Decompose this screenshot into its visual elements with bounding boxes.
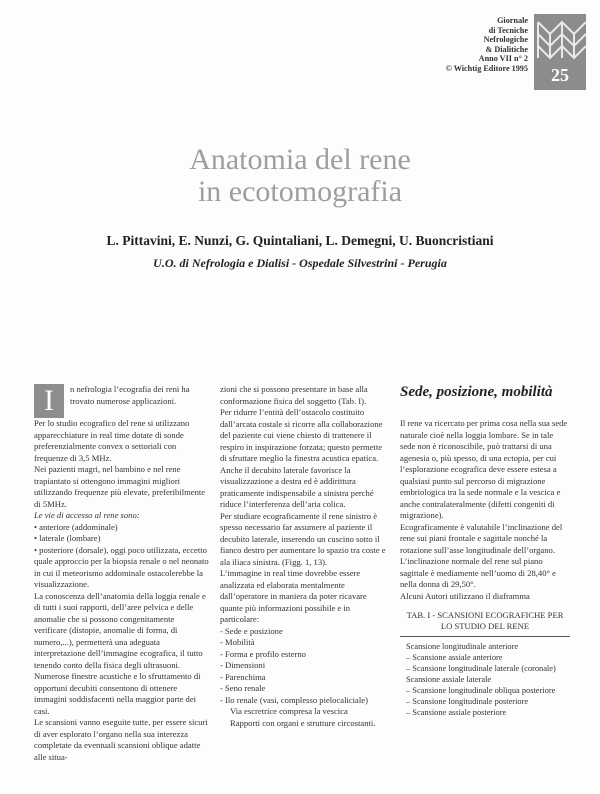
title-line-2: in ecotomografia [197,175,403,208]
paragraph: L’immagine in real time dovrebbe essere analizzata ed elaborata mentalmente dall’operatore in maniera da poter ricavare quante più informazioni possibile e in particolare: [220,568,367,624]
list-item: Rapporti con organi e strutture circostanti. [230,717,376,728]
page-number: 25 [551,65,569,85]
table-row: – Scansione longitudinale posteriore [406,697,529,706]
table-row: Scansione assiale laterale [406,675,492,684]
journal-line: Anno VII n° 2 [478,54,528,64]
table-row: Scansione longitudinale anteriore [406,642,519,651]
list-item: - Dimensioni [220,660,266,670]
list-item: - Parenchima [220,671,266,682]
list-item: - Mobilità [220,637,255,647]
article-title [0,144,600,208]
paragraph: Per studiare ecograficamente il rene sinistro è spesso necessario far assumere al paziente il decubito laterale, inserendo un cuscino sotto il fianco destro per aumentare lo spazio tra coste e ala iliaca sinistra. (Figg. 1, 13). [220,510,386,567]
title-line-1: Anatomia del rene [189,143,411,176]
paragraph: La conoscenza dell’anatomia della loggia renale e di tutti i suoi rapporti, dell’aree pelvica e delle anomalie che si possono congenitamente verificare (distopie, anomalie di forma, di numero,...), permetterà una adeguata interpretazione dell’immagine ecografica, il tutto tenendo conto della fisica degli ultrasuoni. [34,590,206,670]
paragraph: Per ridurre l’entità dell’ostacolo costituito dall’arcata costale si ricorre alla collaborazione del paziente cui viene chiesto di trattenere il respiro in inspirazione forzata; questo permette di sfruttare meglio la finestra acustica epatica. Anche il decubito laterale favorisce la visualizzazione a destra ed è addirittura praticamente indispensabile a sinistra perché riduce l’interferenza dell’aria colica. [220,407,383,509]
list-item: - Forma e profilo esterno [220,648,306,659]
affiliation: U.O. di Nefrologia e Dialisi - Ospedale Silvestrini - Perugia [153,256,447,270]
column-2 [220,384,388,729]
journal-line: Giornale [497,16,528,25]
authors: L. Pittavini, E. Nunzi, G. Quintaliani, L. Demegni, U. Buoncristiani [106,233,494,248]
paragraph: Le scansioni vanno eseguite tutte, per essere sicuri di aver esplorato l’organo nella sua interezza completate da eventuali scansioni oblique adatte alle situa- [34,717,208,762]
bullet-item: • posteriore (dorsale), oggi poco utilizzata, eccetto quale approccio per la biopsia renale o nel neonato in cui il meteorismo addominale ostacolerebbe la visualizzazione. [34,544,209,589]
paragraph: Numerose finestre acustiche e lo sfruttamento di opportuni decubiti consentono di ottenere immagini soddisfacenti nella maggior parte dei casi. [34,671,201,716]
journal-line: di Tecniche [488,25,528,35]
journal-logo [534,14,586,90]
table-row: – Scansione assiale anteriore [406,653,503,662]
lattice-logo-icon [534,14,586,66]
journal-line: & Dialitiche [485,44,528,54]
list-item: - Seno renale [220,683,266,693]
table-row: – Scansione longitudinale laterale (coronale) [406,664,556,673]
paragraph: Il rene va ricercato per prima cosa nella sua sede naturale cioè nella loggia lombare. Se in tale sede non è riconoscibile, può trattarsi di una agenesia o, più spesso, di una ectopia, per cui l’esplorazione ecografica deve essere estesa a qualsiasi punto sul percorso di migrazione embriologica tra la sede normale e la vescica e anche contralateralmente (difetti congeniti di migrazione). [400,418,568,520]
bullet-item: • anteriore (addominale) [34,521,118,532]
paragraph: Le vie di accesso al rene sono: [34,510,140,520]
journal-info [418,16,528,74]
table-title: TAB. I - SCANSIONI ECOGRAFICHE PER LO STUDIO DEL RENE [406,610,564,631]
column-1 [34,384,209,763]
bullet-item: • laterale (lombare) [34,533,101,543]
journal-line: Nefrologiche [483,35,528,45]
paragraph: zioni che si possono presentare in base alla conformazione fisica del soggetto (Tab. I). [220,384,368,406]
table-row: – Scansione assiale posteriore [406,708,507,717]
paragraph: L’inclinazione normale del rene sul piano sagittale è mediamente nell’uomo di 28,40° e nella donna di 29,50°. [400,556,556,589]
list-item: Via escretrice compresa la vescica [230,706,348,716]
journal-line: © Wichtig Editore 1995 [445,63,528,73]
table-row: – Scansione longitudinale obliqua posteriore [406,686,556,695]
paragraph: Alcuni Autori utilizzano il diaframma [400,590,530,601]
scan-table [400,636,570,718]
paragraph: Nei pazienti magri, nel bambino e nel rene trapiantato si ottengono immagini migliori utilizzando frequenze più elevate, preferibilmente di 5MHz. [34,464,206,509]
paragraph: Ecograficamente è valutabile l’inclinazione del rene sui piani frontale e sagittale nonché la rotazione sull’asse longitudinale dell’organo. [400,521,563,555]
column-3 [400,384,570,718]
section-heading: Sede, posizione, mobilità [400,384,553,400]
list-item: - Sede e posizione [220,625,283,636]
paragraph: Per lo studio ecografico del rene si utilizzano apparecchiature in real time dotate di sonde preferenzialmente convex o settoriali con frequenze di 3,5 MHz. [34,418,190,463]
paragraph: n nefrologia l’ecografia dei reni ha trovato numerose applicazioni. [70,384,190,406]
list-item: - Ilo renale (vasi, complesso pielocaliciale) [220,694,368,705]
drop-cap: I [34,384,64,418]
